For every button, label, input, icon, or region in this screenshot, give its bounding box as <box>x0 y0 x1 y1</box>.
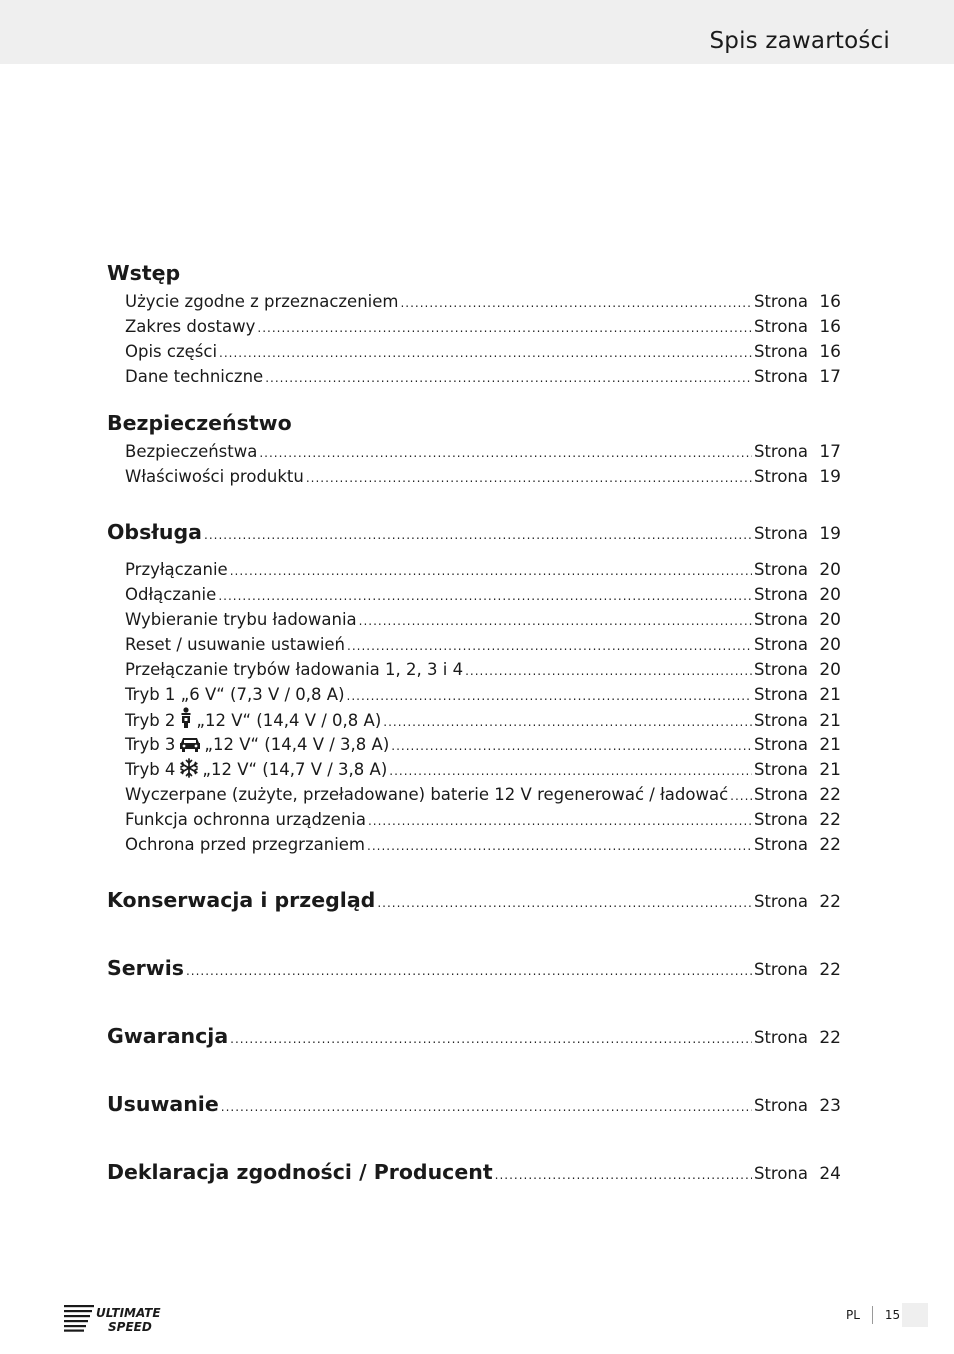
page-word: Strona <box>753 292 808 311</box>
toc-entry[interactable] <box>107 582 841 607</box>
dot-leader <box>219 341 752 366</box>
page-word: Strona <box>753 735 808 754</box>
toc-page-number: 23 <box>819 1096 841 1116</box>
toc-entry-label: Dane techniczne <box>125 367 264 386</box>
page-word: Strona <box>753 467 808 486</box>
toc-page-number: 19 <box>819 467 841 487</box>
page-word: Strona <box>753 317 808 336</box>
page-word: Strona <box>753 560 808 579</box>
toc-entry[interactable] <box>107 732 841 757</box>
page-word: Strona <box>753 635 808 654</box>
toc-entry[interactable] <box>107 439 841 464</box>
page-word: Strona <box>753 1028 808 1047</box>
page-number: 15 <box>884 1308 901 1322</box>
dot-leader <box>495 1150 752 1200</box>
page-word: Strona <box>753 342 808 361</box>
dot-leader <box>306 466 752 491</box>
toc-heading[interactable] <box>107 1147 841 1197</box>
toc-entry-label <box>107 707 381 733</box>
toc-section <box>107 257 841 389</box>
toc-page-number: 17 <box>819 442 841 462</box>
toc-heading[interactable] <box>107 1011 841 1061</box>
toc-page-number: 22 <box>819 892 841 912</box>
dot-leader <box>218 584 752 609</box>
dot-leader <box>730 784 752 809</box>
car-icon <box>175 735 204 754</box>
toc-page-number: 16 <box>819 292 841 312</box>
toc-entry-label: Funkcja ochronna urządzenia <box>125 810 366 829</box>
motorcycle-icon <box>175 711 196 730</box>
toc-entry[interactable] <box>107 682 841 707</box>
toc-entry-label: Wybieranie trybu ładowania <box>125 610 357 629</box>
toc-page-number: 21 <box>819 685 841 705</box>
toc-entry-label: Zakres dostawy <box>125 317 256 336</box>
dot-leader <box>400 291 752 316</box>
page-word: Strona <box>753 1096 808 1115</box>
brand-logo-bottom: SPEED <box>108 1320 152 1333</box>
toc-heading-label: Deklaracja zgodności / Producent <box>107 1160 493 1184</box>
dot-leader <box>257 316 752 341</box>
toc-page-number: 21 <box>819 711 841 731</box>
page-footer <box>846 1303 900 1327</box>
toc-page-number: 16 <box>819 317 841 337</box>
brand-logo-top: ULTIMATE <box>96 1306 161 1320</box>
toc-entry-label: Ochrona przed przegrzaniem <box>125 835 365 854</box>
page-word: Strona <box>753 585 808 604</box>
toc-entry-label <box>107 757 387 782</box>
page-word: Strona <box>753 610 808 629</box>
toc-page-number: 22 <box>819 960 841 980</box>
toc-entry[interactable] <box>107 314 841 339</box>
dot-leader <box>230 1014 752 1064</box>
page-word: Strona <box>753 835 808 854</box>
toc-entry[interactable] <box>107 757 841 782</box>
toc-page-number: 20 <box>819 560 841 580</box>
toc-entry-label: Tryb 1 „6 V“ (7,3 V / 0,8 A) <box>125 685 345 704</box>
dot-leader <box>265 366 752 391</box>
toc-page-number: 22 <box>819 835 841 855</box>
toc-entry-label-prefix: Tryb 3 <box>125 735 176 754</box>
toc-entry-label: Opis części <box>125 342 218 361</box>
dot-leader <box>383 710 752 735</box>
toc-section <box>107 875 841 925</box>
toc-entry[interactable] <box>107 832 841 857</box>
toc-heading-label: Bezpieczeństwo <box>107 411 292 435</box>
toc-entry[interactable] <box>107 557 841 582</box>
page-word: Strona <box>753 524 808 543</box>
toc-section <box>107 1147 841 1197</box>
toc-entry-label: Użycie zgodne z przeznaczeniem <box>125 292 399 311</box>
toc-entry-label-suffix: „12 V“ (14,4 V / 3,8 A) <box>204 735 390 754</box>
toc-entry-label-suffix: „12 V“ (14,7 V / 3,8 A) <box>202 760 388 779</box>
toc-section <box>107 1011 841 1061</box>
dot-leader <box>347 634 752 659</box>
dot-leader <box>359 609 752 634</box>
dot-leader <box>347 684 752 709</box>
toc-entry-label-suffix: „12 V“ (14,4 V / 0,8 A) <box>196 711 382 730</box>
toc-entry-label: Wyczerpane (zużyte, przeładowane) baterie 12 V regenerować / ładować <box>125 785 729 804</box>
toc-page-number: 24 <box>819 1164 841 1184</box>
toc-entry[interactable] <box>107 464 841 489</box>
page-word: Strona <box>753 785 808 804</box>
toc-entry-label-prefix: Tryb 2 <box>125 711 176 730</box>
page-word: Strona <box>753 367 808 386</box>
page-word: Strona <box>753 760 808 779</box>
toc-heading[interactable] <box>107 257 841 289</box>
toc-entry-label: Przełączanie trybów ładowania 1, 2, 3 i 4 <box>125 660 464 679</box>
toc-page-number: 21 <box>819 760 841 780</box>
toc-page-number: 22 <box>819 810 841 830</box>
toc-entry[interactable] <box>107 339 841 364</box>
toc-page-number: 22 <box>819 785 841 805</box>
page-word: Strona <box>753 685 808 704</box>
toc-entry[interactable] <box>107 707 841 732</box>
toc-page-number: 19 <box>819 524 841 544</box>
toc-heading[interactable] <box>107 943 841 993</box>
toc-heading-label: Konserwacja i przegląd <box>107 888 376 912</box>
toc-heading[interactable] <box>107 1079 841 1129</box>
page-title: Spis zawartości <box>709 28 890 54</box>
dot-leader <box>259 441 752 466</box>
toc-section <box>107 407 841 489</box>
toc-page-number: 20 <box>819 660 841 680</box>
toc-page-number: 21 <box>819 735 841 755</box>
dot-leader <box>204 510 752 560</box>
page-word: Strona <box>753 660 808 679</box>
language-code: PL <box>846 1308 860 1322</box>
page-word: Strona <box>753 442 808 461</box>
toc-entry-label: Reset / usuwanie ustawień <box>125 635 346 654</box>
toc-heading-label: Usuwanie <box>107 1092 219 1116</box>
page-word: Strona <box>753 810 808 829</box>
toc-entry[interactable] <box>107 632 841 657</box>
toc-entry-label: Właściwości produktu <box>125 467 304 486</box>
toc-entry-label: Bezpieczeństwa <box>125 442 258 461</box>
page-word: Strona <box>753 711 808 730</box>
toc-entry[interactable] <box>107 607 841 632</box>
table-of-contents <box>107 257 841 1215</box>
dot-leader <box>368 809 752 834</box>
toc-page-number: 20 <box>819 610 841 630</box>
dot-leader <box>230 559 752 584</box>
toc-page-number: 22 <box>819 1028 841 1048</box>
toc-entry[interactable] <box>107 289 841 314</box>
toc-section <box>107 1079 841 1129</box>
toc-heading-label: Wstęp <box>107 261 181 285</box>
toc-heading[interactable] <box>107 507 841 557</box>
toc-heading[interactable] <box>107 875 841 925</box>
toc-entry[interactable] <box>107 657 841 682</box>
toc-heading-label: Gwarancja <box>107 1024 229 1048</box>
dot-leader <box>221 1082 752 1132</box>
toc-entry-label <box>107 732 389 757</box>
toc-entry-label-prefix: Tryb 4 <box>125 760 176 779</box>
dot-leader <box>186 946 752 996</box>
footer-divider <box>872 1306 873 1324</box>
dot-leader <box>367 834 752 859</box>
toc-entry-label: Odłączanie <box>125 585 217 604</box>
toc-section <box>107 943 841 993</box>
dot-leader <box>389 759 752 784</box>
toc-heading-label: Serwis <box>107 956 184 980</box>
dot-leader <box>465 659 752 684</box>
brand-logo <box>64 1303 164 1333</box>
toc-page-number: 20 <box>819 585 841 605</box>
toc-section <box>107 507 841 857</box>
page-word: Strona <box>753 892 808 911</box>
toc-heading-label: Obsługa <box>107 520 203 544</box>
toc-page-number: 17 <box>819 367 841 387</box>
page-word: Strona <box>753 960 808 979</box>
toc-entry[interactable] <box>107 364 841 389</box>
page-word: Strona <box>753 1164 808 1183</box>
toc-entry-label: Przyłączanie <box>125 560 228 579</box>
toc-heading[interactable] <box>107 407 841 439</box>
dot-leader <box>377 878 752 928</box>
toc-page-number: 20 <box>819 635 841 655</box>
footer-tab <box>902 1303 928 1327</box>
toc-page-number: 16 <box>819 342 841 362</box>
dot-leader <box>391 734 752 759</box>
toc-entry[interactable] <box>107 807 841 832</box>
snowflake-icon <box>175 760 202 779</box>
toc-entry[interactable] <box>107 782 841 807</box>
